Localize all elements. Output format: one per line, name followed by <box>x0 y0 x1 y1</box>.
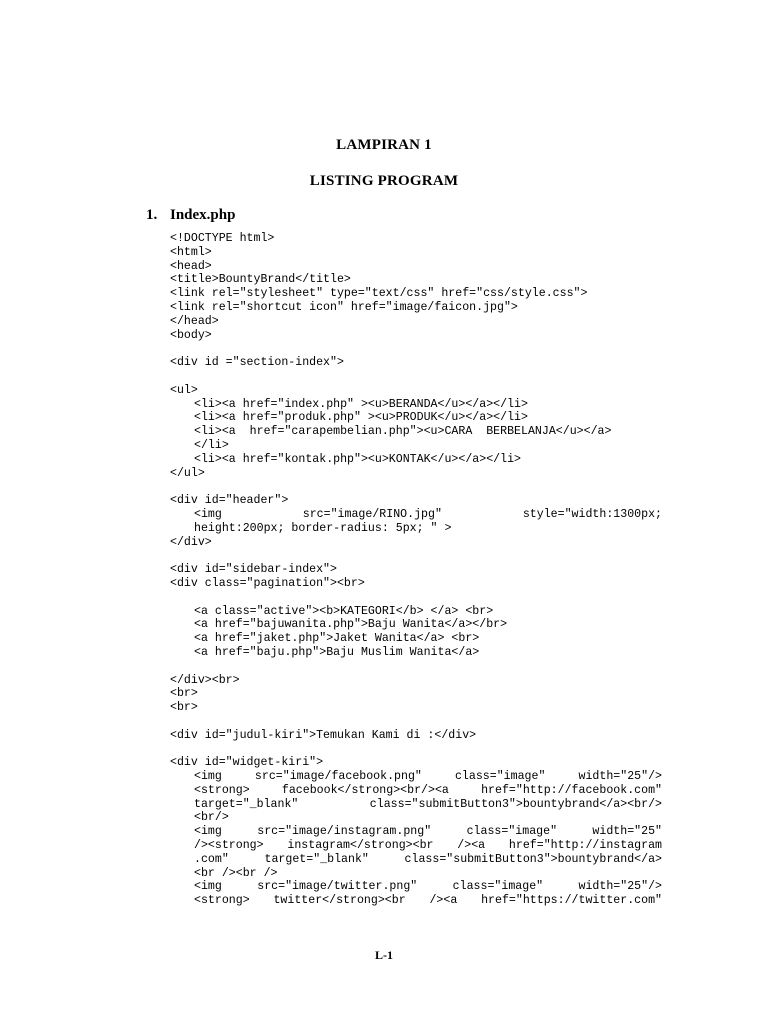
code-line: <div id="sidebar-index"> <box>170 563 337 577</box>
code-line: /><strong> instagram</strong><br /><a href="http://instagram <box>194 839 662 853</box>
code-line: <li><a href="carapembelian.php"><u>CARA BERBELANJA</u></a> <box>194 425 612 439</box>
code-line: <br> <box>170 687 198 701</box>
code-line: <link rel="shortcut icon" href="image/faicon.jpg"> <box>170 300 518 314</box>
code-line <box>170 480 662 494</box>
code-line: height:200px; border-radius: 5px; " > <box>194 521 452 535</box>
code-line: <img src="image/instagram.png" class="image" width="25" <box>194 825 662 839</box>
code-line: <li><a href="index.php" ><u>BERANDA</u></a></li> <box>194 397 528 411</box>
code-line: <div id="header"> <box>170 494 289 508</box>
code-line: .com" target="_blank" class="submitButton3">bountybrand</a> <box>194 852 662 866</box>
page-number: L-1 <box>375 948 393 962</box>
code-line: <html> <box>170 245 212 259</box>
code-line: <!DOCTYPE html> <box>170 232 275 245</box>
code-line: </head> <box>170 314 219 328</box>
code-line: <strong> facebook</strong><br/><a href="http://facebook.com" <box>194 783 662 797</box>
code-line: <img src="image/twitter.png" class="image" width="25"/> <box>194 880 662 894</box>
code-line: <div id ="section-index"> <box>170 356 344 370</box>
code-line <box>170 591 662 605</box>
code-line: <ul> <box>170 383 198 397</box>
code-line: <a href="bajuwanita.php">Baju Wanita</a></br> <box>194 618 508 632</box>
code-line: </ul> <box>170 466 205 480</box>
code-line <box>170 370 662 384</box>
code-line: </div><br> <box>170 673 240 687</box>
section-title <box>146 207 235 224</box>
code-line: <img src="image/facebook.png" class="image" width="25"/> <box>194 770 662 784</box>
code-line: <li><a href="kontak.php"><u>KONTAK</u></a></li> <box>194 452 521 466</box>
code-line: <div id="widget-kiri"> <box>170 756 324 770</box>
code-line: <li><a href="produk.php" ><u>PRODUK</u></a></li> <box>194 411 528 425</box>
code-line <box>170 742 662 756</box>
code-line <box>170 342 662 356</box>
code-line: <body> <box>170 328 212 342</box>
code-line: </li> <box>194 438 229 452</box>
code-line: target="_blank" class="submitButton3">bountybrand</a><br/> <box>194 797 662 811</box>
code-line: <strong> twitter</strong><br /><a href="https://twitter.com" <box>194 894 662 908</box>
listing-heading: LISTING PROGRAM <box>309 173 459 189</box>
code-line <box>170 660 662 674</box>
code-line: <title>BountyBrand</title> <box>170 273 351 287</box>
appendix-heading: LAMPIRAN 1 <box>336 137 432 153</box>
section-filename: Index.php <box>170 207 236 223</box>
code-line <box>170 549 662 563</box>
code-line: </div> <box>170 535 212 549</box>
code-line: <img src="image/RINO.jpg" style="width:1300px; <box>194 507 662 521</box>
code-line: <a href="baju.php">Baju Muslim Wanita</a> <box>194 645 480 659</box>
code-line: <br/> <box>194 811 229 825</box>
code-line: <div class="pagination"><br> <box>170 576 365 590</box>
code-line: <link rel="stylesheet" type="text/css" href="css/style.css"> <box>170 287 588 301</box>
code-line: <head> <box>170 259 212 273</box>
section-number: 1. <box>146 207 158 223</box>
code-line: <br /><br /> <box>194 866 278 880</box>
code-line: <a href="jaket.php">Jaket Wanita</a> <br> <box>194 632 480 646</box>
code-line: <a class="active"><b>KATEGORI</b> </a> <br> <box>194 604 494 618</box>
code-listing <box>170 232 662 908</box>
code-line: <div id="judul-kiri">Temukan Kami di :</div> <box>170 728 477 742</box>
code-line <box>170 715 662 729</box>
code-line: <br> <box>170 701 198 715</box>
